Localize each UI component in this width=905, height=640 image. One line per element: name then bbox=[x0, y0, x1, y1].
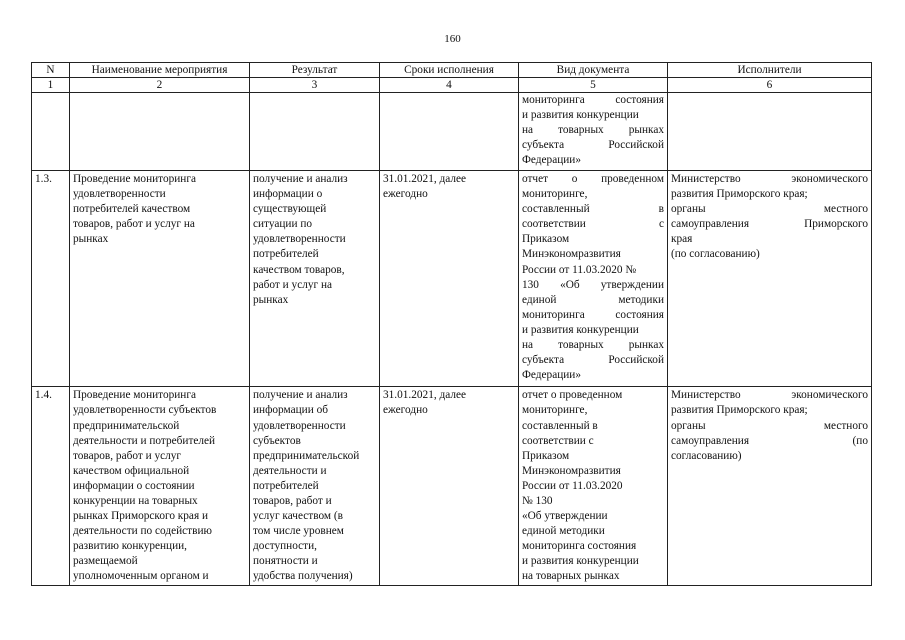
header-number: N bbox=[32, 63, 70, 78]
text-line: удовлетворенности bbox=[253, 233, 346, 246]
text-line: деятельности по содействию bbox=[73, 525, 212, 538]
header-measure-name: Наименование мероприятия bbox=[70, 63, 250, 78]
text-line: края bbox=[671, 233, 693, 246]
page-number: 160 bbox=[444, 33, 461, 45]
text-word: Министерство bbox=[671, 173, 741, 185]
text-line: уполномоченным органом и bbox=[73, 570, 209, 583]
text-word: местного bbox=[823, 203, 868, 216]
text-line bbox=[671, 434, 868, 449]
text-word: органы bbox=[671, 203, 706, 216]
text-word: мониторинга bbox=[522, 308, 585, 321]
text-word: Министерство bbox=[671, 389, 741, 402]
text-word: отчет bbox=[522, 173, 549, 185]
text-word: самоуправления bbox=[671, 434, 750, 447]
header-document-type: Вид документа bbox=[519, 63, 668, 78]
table-row-continuation bbox=[32, 93, 872, 171]
cell-number: 1.3. bbox=[32, 171, 70, 387]
text-line: размещаемой bbox=[73, 555, 138, 568]
cell-deadline bbox=[380, 387, 519, 585]
text-line: рынках Приморского края и bbox=[73, 510, 209, 523]
text-line: Проведение мониторинга bbox=[73, 173, 196, 185]
text-line: доступности, bbox=[253, 540, 317, 553]
text-line: ситуации по bbox=[253, 218, 313, 231]
text-word: соответствии bbox=[522, 218, 586, 231]
text-line: России от 11.03.2020 № bbox=[522, 263, 637, 276]
header-executors: Исполнители bbox=[668, 63, 872, 78]
cell-executors bbox=[668, 387, 872, 585]
cell-result bbox=[250, 387, 380, 585]
text-word: рынках bbox=[628, 339, 664, 352]
text-line bbox=[671, 388, 868, 403]
text-line: единой методики bbox=[522, 525, 605, 538]
table-row bbox=[32, 171, 872, 387]
text-word: экономического bbox=[791, 173, 868, 185]
column-number: 4 bbox=[380, 78, 519, 93]
text-word: на bbox=[522, 339, 534, 352]
text-line: работ и услуг на bbox=[253, 278, 333, 291]
cell-document-type bbox=[519, 171, 668, 387]
text-word: Российской bbox=[608, 354, 664, 367]
column-number: 1 bbox=[32, 78, 70, 93]
cell-number bbox=[32, 93, 70, 171]
column-number: 5 bbox=[519, 78, 668, 93]
text-line: Проведение мониторинга bbox=[73, 389, 196, 402]
text-line: 31.01.2021, далее bbox=[383, 173, 467, 185]
text-line: развития Приморского края; bbox=[671, 404, 808, 417]
text-line: информации о bbox=[253, 188, 323, 201]
text-line: информации о состоянии bbox=[73, 479, 195, 492]
text-word: на bbox=[522, 124, 534, 137]
text-word: составленный bbox=[522, 203, 590, 216]
text-line bbox=[522, 353, 664, 368]
table-row bbox=[32, 387, 872, 585]
text-line: понятности и bbox=[253, 555, 318, 568]
text-line: и развития конкуренции bbox=[522, 555, 639, 568]
text-line: мониторинга состояния bbox=[522, 540, 637, 553]
text-line: товаров, работ и услуг bbox=[73, 449, 182, 462]
text-word: Российской bbox=[608, 139, 664, 152]
cell-executors bbox=[668, 93, 872, 171]
text-line bbox=[522, 308, 664, 323]
text-line: Приказом bbox=[522, 233, 570, 246]
text-line: 31.01.2021, далее bbox=[383, 389, 467, 402]
text-line: согласованию) bbox=[671, 449, 742, 462]
text-line: ежегодно bbox=[383, 188, 428, 201]
cell-number: 1.4. bbox=[32, 387, 70, 585]
text-line: потребителей bbox=[253, 248, 319, 261]
text-line: России от 11.03.2020 bbox=[522, 479, 623, 492]
text-line: отчет о проведенном bbox=[522, 389, 623, 402]
text-line: Минэкономразвития bbox=[522, 248, 621, 261]
cell-executors bbox=[668, 171, 872, 387]
cell-deadline bbox=[380, 93, 519, 171]
text-word: «Об bbox=[560, 278, 580, 291]
text-line: конкуренции на товарных bbox=[73, 494, 198, 507]
column-number: 2 bbox=[70, 78, 250, 93]
text-line: товаров, работ и bbox=[253, 494, 332, 507]
text-line: Приказом bbox=[522, 449, 570, 462]
text-line: составленный в bbox=[522, 419, 598, 432]
text-line: (по согласованию) bbox=[671, 248, 760, 261]
text-word: мониторинга bbox=[522, 94, 585, 106]
text-line: потребителей bbox=[253, 479, 319, 492]
cell-measure-name bbox=[70, 387, 250, 585]
cell-result bbox=[250, 93, 380, 171]
cell-measure-name bbox=[70, 93, 250, 171]
text-line bbox=[522, 217, 664, 232]
text-word: состояния bbox=[615, 94, 664, 106]
text-line bbox=[671, 217, 868, 232]
text-line: удовлетворенности субъектов bbox=[73, 404, 217, 417]
text-word: с bbox=[658, 218, 664, 231]
text-word: состояния bbox=[615, 308, 664, 321]
text-line bbox=[671, 419, 868, 434]
text-word: 130 bbox=[522, 278, 539, 291]
text-line: и развития конкуренции bbox=[522, 109, 639, 122]
text-line: предпринимательской bbox=[253, 449, 360, 462]
text-word: в bbox=[658, 203, 664, 216]
column-number-row bbox=[32, 78, 872, 93]
text-line: субъектов bbox=[253, 434, 301, 447]
text-line: рынках bbox=[73, 233, 109, 246]
text-line: потребителей качеством bbox=[73, 203, 191, 216]
text-line bbox=[522, 93, 664, 108]
text-line: и развития конкуренции bbox=[522, 323, 639, 336]
text-line bbox=[522, 293, 664, 308]
text-line bbox=[522, 338, 664, 353]
text-line: том числе уровнем bbox=[253, 525, 344, 538]
text-word: утверждении bbox=[600, 278, 664, 291]
text-line: № 130 bbox=[522, 494, 553, 507]
text-line: «Об утверждении bbox=[522, 510, 608, 523]
text-word: проведенном bbox=[601, 173, 664, 185]
text-word: субъекта bbox=[522, 354, 565, 367]
text-line: деятельности и bbox=[253, 464, 327, 477]
text-word: единой bbox=[522, 293, 557, 306]
text-word: рынках bbox=[628, 124, 664, 137]
header-deadline: Сроки исполнения bbox=[380, 63, 519, 78]
text-word: (по bbox=[852, 434, 868, 447]
text-line bbox=[522, 278, 664, 293]
cell-result bbox=[250, 171, 380, 387]
text-line: мониторинге, bbox=[522, 188, 588, 201]
text-line bbox=[522, 202, 664, 217]
text-line: предпринимательской bbox=[73, 419, 180, 432]
text-word: Приморского bbox=[804, 218, 868, 231]
cell-document-type bbox=[519, 387, 668, 585]
text-word: товарных bbox=[558, 339, 604, 352]
text-line: на товарных рынках bbox=[522, 570, 620, 583]
text-line bbox=[671, 172, 868, 187]
text-line: деятельности и потребителей bbox=[73, 434, 216, 447]
text-word: местного bbox=[823, 419, 868, 432]
text-word: самоуправления bbox=[671, 218, 750, 231]
text-line: качеством товаров, bbox=[253, 263, 345, 276]
text-line: получение и анализ bbox=[253, 173, 348, 185]
text-line: ежегодно bbox=[383, 404, 428, 417]
text-line: удовлетворенности bbox=[253, 419, 346, 432]
text-line: получение и анализ bbox=[253, 389, 348, 402]
text-word: товарных bbox=[558, 124, 604, 137]
text-line: удобства получения) bbox=[253, 570, 353, 583]
measures-table bbox=[31, 62, 872, 586]
text-line: Минэкономразвития bbox=[522, 464, 621, 477]
text-line: существующей bbox=[253, 203, 327, 216]
text-line: информации об bbox=[253, 404, 328, 417]
text-line: развития Приморского края; bbox=[671, 188, 808, 201]
text-line: качеством официальной bbox=[73, 464, 190, 477]
cell-deadline bbox=[380, 171, 519, 387]
text-word: методики bbox=[618, 293, 664, 306]
text-line: Федерации» bbox=[522, 369, 581, 382]
header-result: Результат bbox=[250, 63, 380, 78]
text-line: удовлетворенности bbox=[73, 188, 166, 201]
text-line: Федерации» bbox=[522, 154, 581, 167]
text-line: товаров, работ и услуг на bbox=[73, 218, 195, 231]
table-header-row bbox=[32, 63, 872, 78]
text-line bbox=[522, 172, 664, 187]
text-word: субъекта bbox=[522, 139, 565, 152]
text-line: соответствии с bbox=[522, 434, 594, 447]
text-line: услуг качеством (в bbox=[253, 510, 343, 523]
column-number: 3 bbox=[250, 78, 380, 93]
column-number: 6 bbox=[668, 78, 872, 93]
cell-document-type bbox=[519, 93, 668, 171]
text-line bbox=[671, 202, 868, 217]
text-line bbox=[522, 123, 664, 138]
text-word: о bbox=[571, 173, 578, 185]
text-line: развитию конкуренции, bbox=[73, 540, 188, 553]
cell-measure-name bbox=[70, 171, 250, 387]
text-line: рынках bbox=[253, 293, 289, 306]
text-line: мониторинге, bbox=[522, 404, 588, 417]
text-word: органы bbox=[671, 419, 706, 432]
text-line bbox=[522, 138, 664, 153]
text-word: экономического bbox=[791, 389, 868, 402]
